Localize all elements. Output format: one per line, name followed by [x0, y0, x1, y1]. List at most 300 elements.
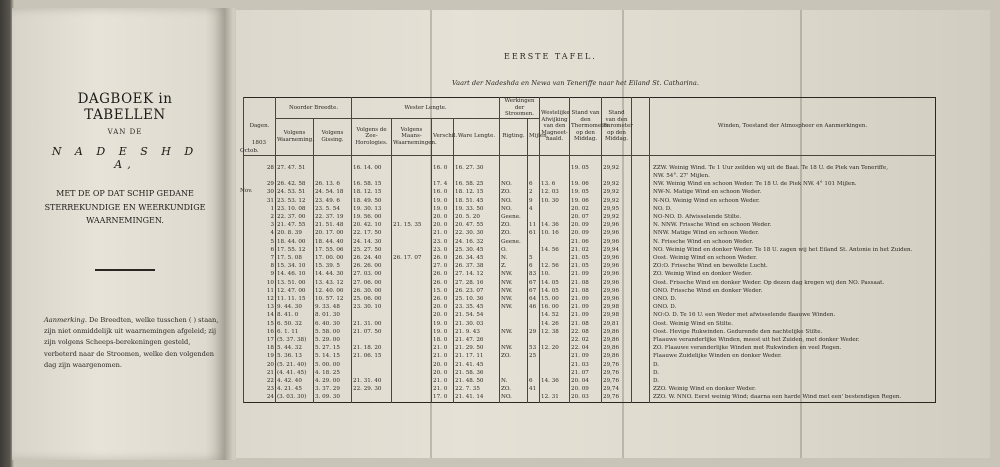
table-cell: [540, 254, 570, 262]
table-row: [244, 320, 936, 328]
table-cell: 15. 0: [432, 287, 454, 295]
table-cell: N-NO. Weinig Wind en schoon Weder.: [650, 197, 936, 205]
table-cell: 21. 06: [570, 238, 602, 246]
table-cell: Z.: [500, 262, 528, 270]
table-cell: [602, 155, 632, 164]
table-cell: 5: [528, 254, 540, 262]
table-cell: NW.: [500, 344, 528, 352]
table-cell: [528, 369, 540, 377]
table-cell: [632, 180, 650, 188]
table-cell: 16. 0: [432, 188, 454, 196]
table-cell: ZO.: [500, 385, 528, 393]
table-cell: [500, 155, 528, 164]
table-cell: [540, 155, 570, 164]
table-cell: 21. 47. 55: [276, 221, 314, 229]
table-subtitle: Vaart der Nadeshda en Newa van Teneriffe naar het Eiland St. Catharina.: [452, 79, 699, 87]
table-cell: 29,92: [602, 188, 632, 196]
table-cell: NO. Weinig Wind en donker Weder. Te 18 U. zagen wij het Eiland St. Antonie in het Zuiden.: [650, 246, 936, 254]
table-cell: NW-N. Matige Wind en schoon Weder.: [650, 188, 936, 196]
table-cell: [632, 377, 650, 385]
table-cell: [392, 344, 432, 352]
table-row: [244, 393, 936, 402]
subtitle-line: STERREKUNDIGE EN WEERKUNDIGE: [44, 202, 206, 212]
table-cell: (3. 03. 30): [276, 393, 314, 402]
table-cell: [632, 361, 650, 369]
table-cell: [352, 172, 392, 180]
table-cell: 10. 16: [540, 229, 570, 237]
table-row: [244, 385, 936, 393]
table-cell: 20. 17. 00: [314, 229, 352, 237]
table-cell: 30: [244, 188, 276, 196]
table-cell: 26. 24. 40: [352, 254, 392, 262]
table-cell: NW.: [500, 270, 528, 278]
header-variation: Westelijke Afwijking van den Magneet-naald.: [540, 98, 570, 156]
header-miles: Mijlen.: [528, 118, 540, 155]
table-row: [244, 254, 936, 262]
table-row: [244, 344, 936, 352]
table-cell: 21. 31. 00: [352, 320, 392, 328]
table-cell: 29,86: [602, 352, 632, 360]
table-cell: 29,96: [602, 229, 632, 237]
table-cell: 29,92: [602, 180, 632, 188]
table-cell: [540, 336, 570, 344]
table-cell: 20. 03: [570, 393, 602, 402]
table-cell: 5. 58. 00: [314, 328, 352, 336]
table-cell: 21. 08: [570, 320, 602, 328]
table-cell: [392, 311, 432, 319]
table-cell: [392, 270, 432, 278]
table-cell: [540, 213, 570, 221]
table-cell: 21. 05: [570, 262, 602, 270]
table-cell: NO.: [500, 180, 528, 188]
title-van-de: VAN DE: [107, 128, 143, 136]
table-cell: [632, 246, 650, 254]
table-cell: 21. 09: [570, 270, 602, 278]
table-cell: 27. 28. 16: [454, 279, 500, 287]
table-cell: NW.: [500, 303, 528, 311]
table-cell: 20. 0: [432, 221, 454, 229]
table-cell: 10. 57. 12: [314, 295, 352, 303]
header-lon-lunar: Volgens Maans-Waarnemingen.: [392, 118, 432, 155]
table-cell: 29,96: [602, 254, 632, 262]
table-cell: [632, 320, 650, 328]
table-cell: 20. 5. 20: [454, 213, 500, 221]
table-cell: 3. 37. 29: [314, 385, 352, 393]
table-cell: [528, 361, 540, 369]
table-cell: [632, 369, 650, 377]
table-cell: 24. 53. 51: [276, 188, 314, 196]
table-cell: ZO.: [500, 221, 528, 229]
table-cell: 11: [244, 287, 276, 295]
table-cell: 53: [528, 344, 540, 352]
header-blank: [632, 98, 650, 156]
table-cell: [528, 393, 540, 402]
table-cell: 6. 50. 32: [276, 320, 314, 328]
table-cell: 29,86: [602, 344, 632, 352]
table-row: [244, 172, 936, 180]
table-cell: D.: [650, 377, 936, 385]
table-cell: 20: [244, 361, 276, 369]
table-cell: NNW. Matige Wind en schoon Weder.: [650, 229, 936, 237]
table-cell: 20. 47. 55: [454, 221, 500, 229]
table-cell: [392, 164, 432, 172]
table-cell: 19. 05: [570, 188, 602, 196]
table-cell: [632, 352, 650, 360]
table-cell: [276, 155, 314, 164]
table-cell: 17. 4: [432, 180, 454, 188]
table-cell: 20. 09: [570, 221, 602, 229]
table-cell: [540, 164, 570, 172]
table-cell: [392, 229, 432, 237]
table-row: [244, 287, 936, 295]
table-cell: 29: [528, 328, 540, 336]
table-cell: 15: [244, 320, 276, 328]
table-cell: NW.: [500, 295, 528, 303]
table-cell: [570, 172, 602, 180]
table-cell: (5. 21. 40): [276, 361, 314, 369]
table-cell: 29,98: [602, 303, 632, 311]
table-cell: [392, 262, 432, 270]
table-cell: [528, 155, 540, 164]
table-cell: 21. 09: [570, 352, 602, 360]
table-cell: Geene.: [500, 238, 528, 246]
table-cell: 18: [244, 344, 276, 352]
table-cell: 20. 09: [570, 229, 602, 237]
table-cell: 21. 09: [570, 311, 602, 319]
header-lat-observed: Volgens Waarneming.: [276, 118, 314, 155]
table-cell: D.: [650, 361, 936, 369]
table-cell: 9: [528, 197, 540, 205]
table-row: [244, 164, 936, 172]
table-row: [244, 221, 936, 229]
table-cell: 19. 30. 13: [352, 205, 392, 213]
table-cell: 26. 0: [432, 295, 454, 303]
table-cell: 21. 17. 11: [454, 352, 500, 360]
table-cell: 21. 58. 36: [454, 369, 500, 377]
table-cell: 22. 04: [570, 344, 602, 352]
table-cell: 21. 06. 15: [352, 352, 392, 360]
table-cell: [602, 172, 632, 180]
table-cell: [632, 303, 650, 311]
table-cell: [540, 385, 570, 393]
table-cell: [500, 369, 528, 377]
table-cell: 21. 0: [432, 377, 454, 385]
table-cell: 20. 0: [432, 361, 454, 369]
table-cell: 21. 48. 50: [454, 377, 500, 385]
table-cell: 46: [528, 303, 540, 311]
table-cell: [392, 328, 432, 336]
table-cell: 14. 56: [540, 246, 570, 254]
table-cell: [392, 287, 432, 295]
table-cell: NO.: [500, 197, 528, 205]
table-cell: 23. 49. 6: [314, 197, 352, 205]
table-cell: 21. 07. 50: [352, 328, 392, 336]
table-cell: 24. 54. 18: [314, 188, 352, 196]
table-cell: 24. 16. 32: [454, 238, 500, 246]
table-cell: [352, 361, 392, 369]
table-cell: [352, 369, 392, 377]
table-cell: 15. 34. 10: [276, 262, 314, 270]
table-cell: 13. 51. 00: [276, 279, 314, 287]
table-cell: 67: [528, 279, 540, 287]
table-cell: [632, 344, 650, 352]
table-cell: 20. 0: [432, 303, 454, 311]
table-row: [244, 246, 936, 254]
table-cell: [540, 369, 570, 377]
table-cell: 18. 12. 15: [352, 188, 392, 196]
table-cell: NW.: [500, 328, 528, 336]
table-cell: 10: [244, 279, 276, 287]
table-cell: 19. 0: [432, 328, 454, 336]
table-cell: 19. 33. 50: [454, 205, 500, 213]
table-cell: [352, 336, 392, 344]
table-cell: [632, 385, 650, 393]
table-row: [244, 336, 936, 344]
table-cell: 26. 30. 00: [352, 287, 392, 295]
table-cell: 26. 17. 07: [392, 254, 432, 262]
table-cell: (5. 37. 38): [276, 336, 314, 344]
table-cell: [392, 320, 432, 328]
table-cell: 29,92: [602, 197, 632, 205]
table-cell: 23: [244, 385, 276, 393]
table-cell: 16. 14. 00: [352, 164, 392, 172]
table-cell: NW.: [500, 287, 528, 295]
table-cell: 19. 0: [432, 205, 454, 213]
table-cell: 21. 30. 03: [454, 320, 500, 328]
table-cell: Oost. Weinig Wind en Stilte.: [650, 320, 936, 328]
table-cell: [392, 377, 432, 385]
table-cell: 20. 8. 39: [276, 229, 314, 237]
table-cell: 22. 08: [570, 328, 602, 336]
table-cell: 18. 0: [432, 336, 454, 344]
table-row: [244, 361, 936, 369]
table-cell: 26. 23. 07: [454, 287, 500, 295]
table-cell: [314, 155, 352, 164]
table-cell: 21. 09: [570, 295, 602, 303]
table-cell: 25: [528, 352, 540, 360]
table-cell: [632, 238, 650, 246]
table-cell: [632, 188, 650, 196]
table-cell: [392, 180, 432, 188]
table-cell: [528, 336, 540, 344]
table-cell: [632, 172, 650, 180]
table-row: [244, 188, 936, 196]
table-cell: [432, 172, 454, 180]
table-cell: [632, 287, 650, 295]
table-cell: 4: [244, 229, 276, 237]
table-cell: 29,96: [602, 279, 632, 287]
table-cell: 5: [244, 238, 276, 246]
table-cell: 29,94: [602, 246, 632, 254]
table-cell: 4: [528, 205, 540, 213]
table-row: [244, 213, 936, 221]
table-cell: 18. 44. 40: [314, 238, 352, 246]
table-cell: D.: [650, 369, 936, 377]
table-cell: 27. 47. 51: [276, 164, 314, 172]
table-cell: 19. 0: [432, 320, 454, 328]
table-cell: 21: [244, 369, 276, 377]
book-title: DAGBOEK in TABELLEN: [77, 91, 173, 123]
table-cell: [570, 155, 602, 164]
table-cell: 14. 52: [540, 311, 570, 319]
group-currents: Werkingen der Stroomen.: [500, 98, 540, 119]
table-cell: 12. 20: [540, 344, 570, 352]
table-cell: 20. 42. 10: [352, 221, 392, 229]
table-cell: 21. 31. 40: [352, 377, 392, 385]
table-cell: 14. 26: [540, 320, 570, 328]
table-cell: 12. 31: [540, 393, 570, 402]
table-row: [244, 197, 936, 205]
table-cell: 17. 0: [432, 393, 454, 402]
table-cell: 22. 30. 30: [454, 229, 500, 237]
table-cell: 21. 08: [570, 287, 602, 295]
table-cell: 21. 02: [570, 246, 602, 254]
table-cell: [632, 197, 650, 205]
table-cell: 7: [244, 254, 276, 262]
table-cell: 10.: [540, 270, 570, 278]
table-cell: NO.: [500, 393, 528, 402]
table-cell: [540, 352, 570, 360]
table-cell: [392, 279, 432, 287]
table-cell: [392, 295, 432, 303]
table-cell: 27. 14. 12: [454, 270, 500, 278]
table-cell: 22: [244, 377, 276, 385]
table-cell: [352, 393, 392, 402]
table-cell: [540, 238, 570, 246]
header-direction: Rigting.: [500, 118, 528, 155]
table-cell: 21. 05: [570, 254, 602, 262]
left-page: [12, 8, 227, 460]
table-cell: 29,96: [602, 295, 632, 303]
table-cell: Flaauwe veranderlijke Winden, meest uit het Zuiden, met donker Weder.: [650, 336, 936, 344]
table-cell: 24: [244, 393, 276, 402]
table-cell: 25. 06. 00: [352, 295, 392, 303]
table-cell: [454, 172, 500, 180]
table-cell: 29,81: [602, 320, 632, 328]
table-cell: Oost. Frissche Wind en donker Weder. Op dezen dag kregen wij den NO. Passaat.: [650, 279, 936, 287]
table-cell: [528, 320, 540, 328]
table-cell: 29,96: [602, 221, 632, 229]
table-cell: 19. 06: [570, 180, 602, 188]
table-cell: 21. 18. 20: [352, 344, 392, 352]
log-table: [243, 97, 936, 403]
table-cell: 22. 37. 00: [276, 213, 314, 221]
table-row: [244, 328, 936, 336]
table-cell: [632, 279, 650, 287]
table-row: [244, 279, 936, 287]
table-cell: ZO.: [500, 352, 528, 360]
table-cell: 22. 29. 30: [352, 385, 392, 393]
table-row: [244, 205, 936, 213]
table-cell: [632, 393, 650, 402]
table-cell: Flaauwe Zuidelijke Winden en donker Weder.: [650, 352, 936, 360]
table-cell: 20. 09: [570, 385, 602, 393]
table-cell: [352, 311, 392, 319]
table-cell: 16. 27. 30: [454, 164, 500, 172]
table-cell: [500, 311, 528, 319]
table-cell: [314, 172, 352, 180]
table-cell: 12. 40. 00: [314, 287, 352, 295]
table-cell: NW. Weinig Wind en schoon Weder. Te 18 U. de Piek NW. 4° 101 Mijlen.: [650, 180, 936, 188]
table-cell: 12. 38: [540, 328, 570, 336]
table-row: [244, 270, 936, 278]
remark-note: [44, 315, 222, 371]
table-cell: 21. 08: [570, 279, 602, 287]
table-cell: N. NNW. Frissche Wind en schoon Weder.: [650, 221, 936, 229]
table-cell: 29,96: [602, 287, 632, 295]
table-cell: 26. 0: [432, 279, 454, 287]
table-cell: [632, 213, 650, 221]
table-cell: 22. 37. 19: [314, 213, 352, 221]
table-cell: NO.: [500, 205, 528, 213]
table-cell: 20. 0: [432, 369, 454, 377]
table-cell: 29,95: [602, 205, 632, 213]
table-cell: 8. 01. 30: [314, 311, 352, 319]
table-cell: 23. 0: [432, 246, 454, 254]
table-cell: 1: [244, 205, 276, 213]
table-cell: [432, 155, 454, 164]
table-cell: [632, 311, 650, 319]
table-cell: 29,86: [602, 328, 632, 336]
table-cell: 18. 51. 45: [454, 197, 500, 205]
table-cell: 16. 00: [540, 303, 570, 311]
table-row: [244, 229, 936, 237]
table-cell: 16. 58. 25: [454, 180, 500, 188]
table-cell: 26. 26. 00: [352, 262, 392, 270]
header-difference: Verschil.: [432, 118, 454, 155]
table-cell: 9. 33. 48: [314, 303, 352, 311]
table-cell: 19. 06: [570, 197, 602, 205]
table-cell: 21. 0: [432, 352, 454, 360]
header-days: Dagen.: [244, 98, 276, 156]
table-cell: 11. 11. 15: [276, 295, 314, 303]
table-cell: 27. 03. 00: [352, 270, 392, 278]
table-cell: 22. 02: [570, 336, 602, 344]
table-cell: 29,76: [602, 377, 632, 385]
table-cell: N. Frissche Wind en schoon Weder.: [650, 238, 936, 246]
table-cell: 21. 51. 48: [314, 221, 352, 229]
header-thermometer: Stand van den Thermometer op den Middag.: [570, 98, 602, 156]
table-cell: 21. 0: [432, 385, 454, 393]
table-cell: 11: [528, 221, 540, 229]
group-latitude: Noorder Breedte.: [276, 98, 352, 119]
table-cell: 5. 00. 00: [314, 361, 352, 369]
table-cell: [392, 246, 432, 254]
table-cell: 31: [244, 197, 276, 205]
table-cell: [276, 172, 314, 180]
group-longitude: Wester Lengte.: [352, 98, 500, 119]
table-cell: 3: [244, 221, 276, 229]
table-cell: 29,96: [602, 270, 632, 278]
table-cell: [540, 172, 570, 180]
table-cell: 5. 36. 13: [276, 352, 314, 360]
table-cell: O.: [500, 246, 528, 254]
header-true-longitude: Ware Lengte.: [454, 118, 500, 155]
table-cell: 6: [528, 262, 540, 270]
subtitle-line: MET DE OP DAT SCHIP GEDANE: [56, 189, 194, 198]
table-cell: 15. 39. 5: [314, 262, 352, 270]
table-cell: [392, 205, 432, 213]
table-cell: 9. 44. 30: [276, 303, 314, 311]
table-cell: 13. 6: [540, 180, 570, 188]
table-cell: [392, 385, 432, 393]
table-row: [244, 180, 936, 188]
table-cell: [528, 238, 540, 246]
table-cell: [392, 352, 432, 360]
table-cell: 21. 41. 45: [454, 361, 500, 369]
table-cell: 12. 56: [540, 262, 570, 270]
table-cell: 21. 09: [570, 303, 602, 311]
